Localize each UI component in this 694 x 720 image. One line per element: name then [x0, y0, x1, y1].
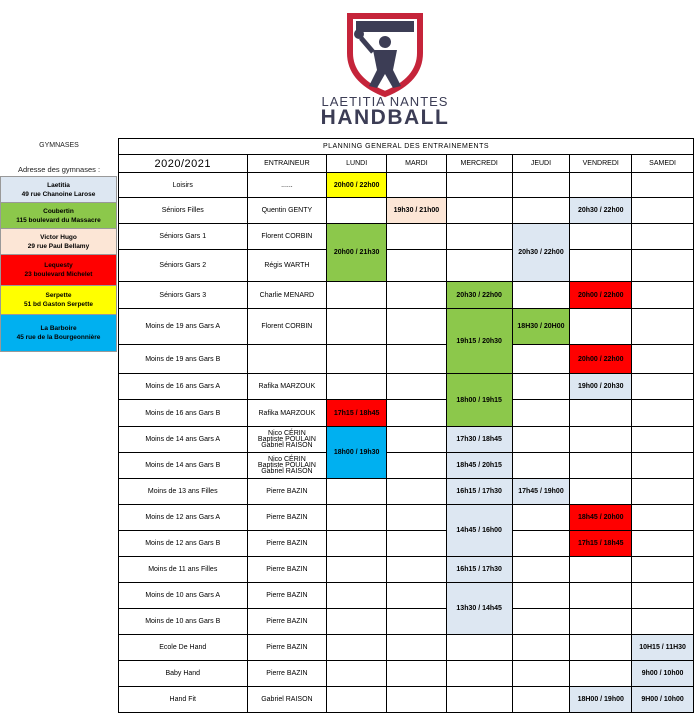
- planning-table: [118, 138, 694, 713]
- coach-cell: Florent CORBIN: [247, 224, 327, 250]
- table-row: [119, 400, 694, 427]
- table-row: [119, 531, 694, 557]
- coach-line: Nico CÉRIN: [268, 455, 306, 463]
- gym-name: Laetitia: [47, 181, 70, 189]
- team-cell: Baby Hand: [119, 661, 248, 687]
- table-row: [119, 505, 694, 531]
- gymnases-heading: GYMNASES: [39, 142, 79, 149]
- slot-cell: 20h00 / 22h00: [327, 173, 387, 198]
- team-cell: Moins de 11 ans Filles: [119, 557, 248, 583]
- slot-cell: 13h30 / 14h45: [446, 583, 512, 635]
- team-cell: Moins de 13 ans Filles: [119, 479, 248, 505]
- coach-cell: Florent CORBIN: [247, 309, 327, 345]
- coach-cell: Charlie MENARD: [247, 282, 327, 309]
- table-row: [119, 609, 694, 635]
- gym-serpette: [0, 285, 117, 315]
- slot-cell: 17h45 / 19h00: [512, 479, 570, 505]
- table-row: [119, 282, 694, 309]
- header-entraineur: ENTRAINEUR: [247, 155, 327, 173]
- coach-cell: Pierre BAZIN: [247, 583, 327, 609]
- coach-cell: [247, 453, 327, 479]
- team-cell: Hand Fit: [119, 687, 248, 713]
- team-cell: Moins de 16 ans Gars B: [119, 400, 248, 427]
- coach-cell: [247, 345, 327, 374]
- slot-cell: 20h30 / 22h00: [446, 282, 512, 309]
- table-row: [119, 250, 694, 282]
- header-mercredi: MERCREDI: [446, 155, 512, 173]
- coach-line: Gabriel RAISON: [261, 441, 313, 449]
- coach-cell: Pierre BAZIN: [247, 479, 327, 505]
- team-cell: Moins de 19 ans Gars B: [119, 345, 248, 374]
- coach-cell: Pierre BAZIN: [247, 661, 327, 687]
- slot-cell: 20h00 / 22h00: [570, 282, 632, 309]
- gym-name: Lequesty: [44, 262, 73, 269]
- team-cell: Moins de 14 ans Gars A: [119, 427, 248, 453]
- table-row: [119, 309, 694, 345]
- coach-cell: Pierre BAZIN: [247, 557, 327, 583]
- slot-cell: 14h45 / 16h00: [446, 505, 512, 557]
- season-header: 2020/2021: [119, 155, 248, 173]
- header-jeudi: JEUDI: [512, 155, 570, 173]
- slot-cell: 19h30 / 21h00: [387, 198, 447, 224]
- coach-cell: Régis WARTH: [247, 250, 327, 282]
- table-row: [119, 198, 694, 224]
- slot-cell: 18h45 / 20h15: [446, 453, 512, 479]
- coach-cell: Pierre BAZIN: [247, 635, 327, 661]
- slot-cell: 20h00 / 22h00: [570, 345, 632, 374]
- gym-name: Victor Hugo: [40, 233, 77, 241]
- slot-cell: 20h00 / 21h30: [327, 224, 387, 282]
- gym-laetitia: [0, 176, 117, 203]
- slot-cell: 18H30 / 20H00: [512, 309, 570, 345]
- team-cell: Moins de 14 ans Gars B: [119, 453, 248, 479]
- header-mardi: MARDI: [387, 155, 447, 173]
- coach-cell: [247, 427, 327, 453]
- table-row: [119, 557, 694, 583]
- slot-cell: 9h00 / 10h00: [632, 661, 694, 687]
- table-row: [119, 635, 694, 661]
- gym-la-barboire: [0, 314, 117, 352]
- team-cell: Séniors Gars 2: [119, 250, 248, 282]
- table-title: PLANNING GENERAL DES ENTRAINEMENTS: [119, 139, 694, 155]
- coach-line: Gabriel RAISON: [261, 467, 313, 475]
- coach-cell: Rafika MARZOUK: [247, 374, 327, 400]
- gym-name: Serpette: [45, 292, 72, 299]
- slot-cell: 18H00 / 19h00: [570, 687, 632, 713]
- table-row: [119, 661, 694, 687]
- team-cell: Séniors Filles: [119, 198, 248, 224]
- slot-cell: 16h15 / 17h30: [446, 557, 512, 583]
- table-row: [119, 345, 694, 374]
- gym-lequesty: [0, 254, 117, 286]
- slot-cell: 20h30 / 22h00: [512, 224, 570, 282]
- gym-address: 45 rue de la Bourgeonnière: [16, 334, 101, 341]
- team-cell: Moins de 16 ans Gars A: [119, 374, 248, 400]
- slot-cell: 19h00 / 20h30: [570, 374, 632, 400]
- coach-line: Baptiste POULAIN: [257, 435, 316, 443]
- slot-cell: 18h00 / 19h30: [327, 427, 387, 479]
- brand-line-1: LAETITIA NANTES: [321, 94, 449, 109]
- coach-cell: Gabriel RAISON: [247, 687, 327, 713]
- slot-cell: 17h15 / 18h45: [327, 400, 387, 427]
- table-row: [119, 173, 694, 198]
- coach-cell: ......: [247, 173, 327, 198]
- slot-cell: 20h30 / 22h00: [570, 198, 632, 224]
- coach-line: Baptiste POULAIN: [257, 461, 316, 469]
- gym-name: La Barboire: [40, 325, 77, 332]
- team-cell: Moins de 12 ans Gars B: [119, 531, 248, 557]
- gym-address: 23 boulevard Michelet: [24, 271, 93, 278]
- gym-victor-hugo: [0, 228, 117, 255]
- slot-cell: 9H00 / 10h00: [632, 687, 694, 713]
- slot-cell: 18h45 / 20h00: [570, 505, 632, 531]
- table-row: [119, 427, 694, 453]
- team-cell: Moins de 12 ans Gars A: [119, 505, 248, 531]
- gymnases-subheading: Adresse des gymnases :: [17, 165, 101, 174]
- slot-cell: 19h15 / 20h30: [446, 309, 512, 374]
- slot-cell: 17h15 / 18h45: [570, 531, 632, 557]
- gym-address: 49 rue Chanoine Larose: [21, 190, 96, 198]
- coach-cell: Pierre BAZIN: [247, 609, 327, 635]
- header-samedi: SAMEDI: [632, 155, 694, 173]
- header-vendredi: VENDREDI: [570, 155, 632, 173]
- slot-cell: 16h15 / 17h30: [446, 479, 512, 505]
- team-cell: Loisirs: [119, 173, 248, 198]
- coach-cell: Pierre BAZIN: [247, 505, 327, 531]
- team-cell: Moins de 10 ans Gars B: [119, 609, 248, 635]
- team-cell: Ecole De Hand: [119, 635, 248, 661]
- table-row: [119, 687, 694, 713]
- table-row: [119, 479, 694, 505]
- team-cell: Séniors Gars 3: [119, 282, 248, 309]
- table-row: [119, 453, 694, 479]
- team-cell: Séniors Gars 1: [119, 224, 248, 250]
- gym-address: 51 bd Gaston Serpette: [24, 301, 93, 308]
- team-cell: Moins de 19 ans Gars A: [119, 309, 248, 345]
- table-row: [119, 583, 694, 609]
- slot-cell: 10H15 / 11H30: [632, 635, 694, 661]
- header-lundi: LUNDI: [327, 155, 387, 173]
- table-row: [119, 374, 694, 400]
- team-cell: Moins de 10 ans Gars A: [119, 583, 248, 609]
- slot-cell: 17h30 / 18h45: [446, 427, 512, 453]
- slot-cell: 18h00 / 19h15: [446, 374, 512, 427]
- coach-cell: Quentin GENTY: [247, 198, 327, 224]
- gym-address: 29 rue Paul Bellamy: [27, 242, 90, 250]
- brand-line-2: HANDBALL: [320, 106, 450, 129]
- gym-address: 115 boulevard du Massacre: [16, 216, 101, 224]
- coach-cell: Rafika MARZOUK: [247, 400, 327, 427]
- gym-name: Coubertin: [43, 207, 74, 215]
- gym-coubertin: [0, 202, 117, 229]
- coach-cell: Pierre BAZIN: [247, 531, 327, 557]
- table-row: [119, 224, 694, 250]
- coach-line: Nico CÉRIN: [268, 429, 306, 437]
